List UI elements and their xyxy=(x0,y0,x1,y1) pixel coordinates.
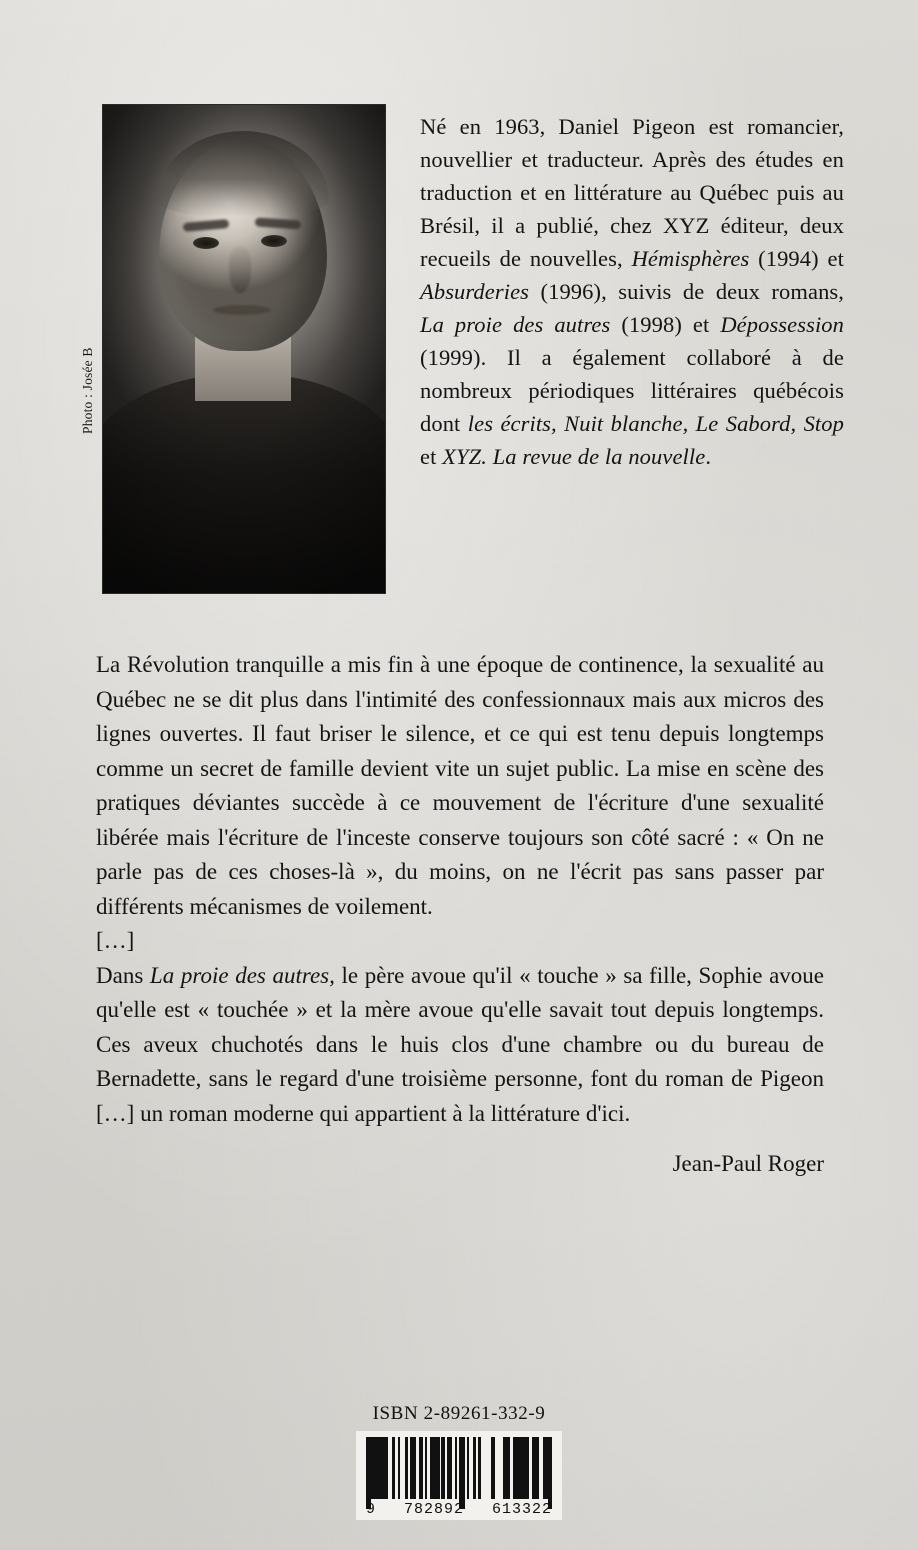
barcode-bars xyxy=(366,1437,552,1499)
author-portrait-photo xyxy=(102,104,386,594)
ean13-barcode xyxy=(356,1431,562,1520)
isbn-label: ISBN 2-89261-332-9 xyxy=(372,1403,546,1424)
excerpt-ellipsis: […] xyxy=(96,928,135,953)
barcode-digit-right: 613322 xyxy=(491,1501,552,1518)
barcode-digit-left: 9 xyxy=(366,1501,377,1518)
barcode-digit-middle: 782892 xyxy=(403,1501,464,1518)
author-biography-text: Né en 1963, Daniel Pigeon est romancier, nouvellier et traducteur. Après des études en traduction et en littérature au Québec puis au Brésil, il a publié, chez XYZ éditeur, deux recueils de nouvelles, Hémisphères (1994) et Absurderies (1996), suivis de deux romans, La proie des autres (1998) et Dépossession (1999). Il a également collaboré à de nombreux périodiques littéraires québécois dont les écrits, Nuit blanche, Le Sabord, Stop et XYZ. La revue de la nouvelle. xyxy=(420,114,845,469)
excerpt-paragraph-2: Dans La proie des autres, le père avoue qu'il « touche » sa fille, Sophie avoue qu'elle est « touchée » et la mère avoue qu'elle savait tout depuis longtemps. Ces aveux chuchotés dans le huis clos d'une chambre ou du bureau de Bernadette, sans le regard d'une troisième personne, font du roman de Pigeon […] un roman moderne qui appartient à la littérature d'ici. xyxy=(96,962,825,1126)
photo-wrap xyxy=(80,104,384,594)
review-excerpt xyxy=(96,648,824,1182)
photo-vignette xyxy=(103,105,385,593)
photo-credit: Photo : Josée B xyxy=(80,347,95,434)
author-block xyxy=(80,104,845,594)
isbn-block xyxy=(0,1403,918,1520)
excerpt-attribution: Jean-Paul Roger xyxy=(672,1151,824,1176)
excerpt-paragraph-1: La Révolution tranquille a mis fin à une époque de continence, la sexualité au Québec ne se dit plus dans l'intimité des confessionnaux mais aux micros des lignes ouvertes. Il faut briser le silence, et ce qui est tenu depuis longtemps comme un secret de famille devient vite un sujet public. La mise en scène des pratiques déviantes succède à ce mouvement de l'écriture d'une sexualité libérée mais l'écriture de l'inceste conserve toujours son côté sacré : « On ne parle pas de ces choses-là », du moins, on ne l'écrit pas sans passer par différents mécanismes de voilement. xyxy=(96,652,824,919)
barcode-digits xyxy=(366,1499,552,1518)
author-biography xyxy=(420,104,844,473)
